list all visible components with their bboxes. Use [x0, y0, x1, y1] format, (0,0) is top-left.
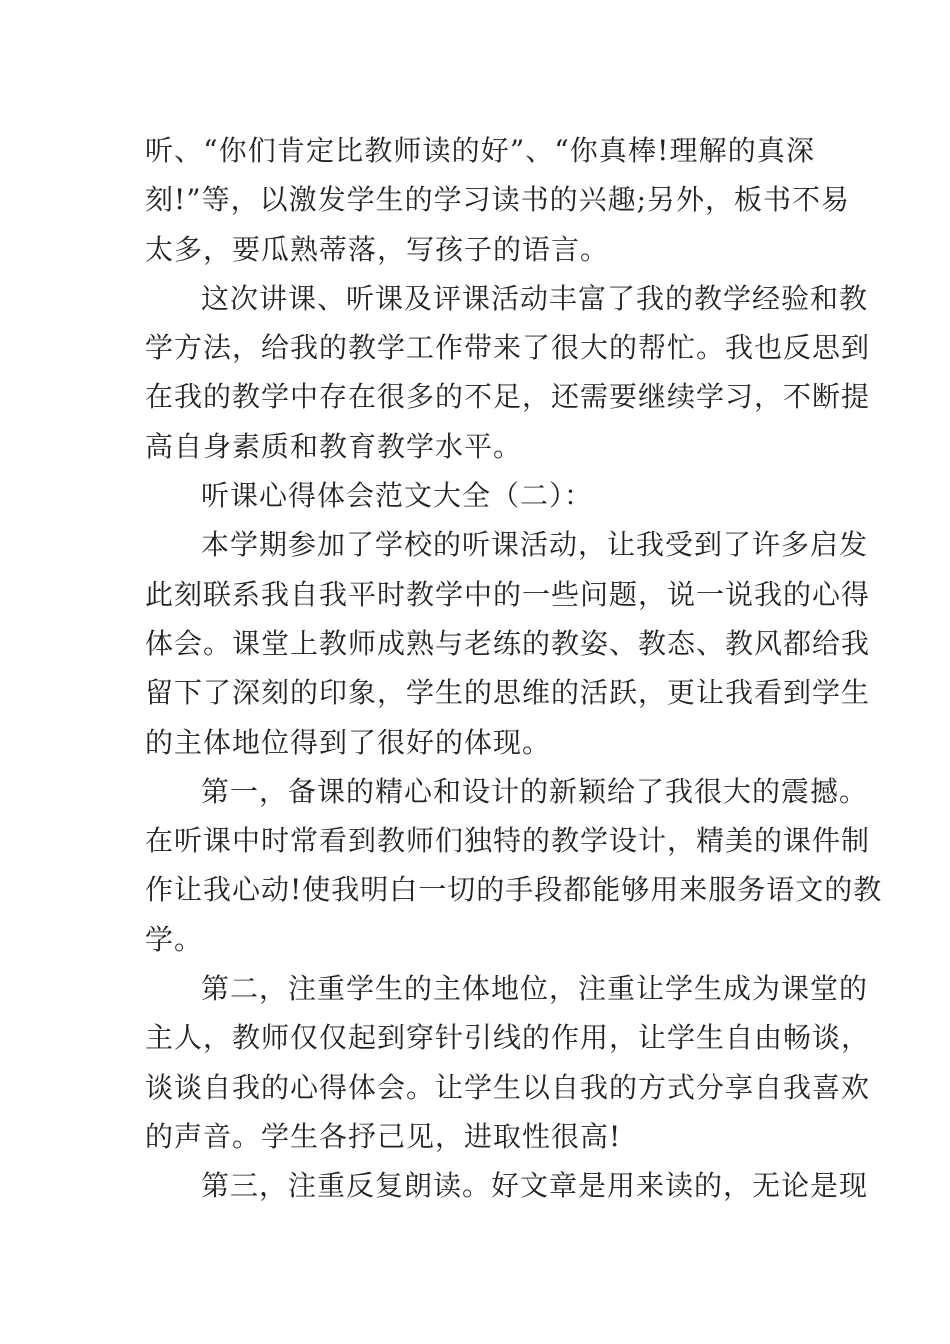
text-line: 本学期参加了学校的听课活动，让我受到了许多启发: [201, 528, 869, 562]
text-line: 学。: [145, 922, 204, 956]
text-line: 在听课中时常看到教师们独特的教学设计，精美的课件制: [145, 824, 871, 858]
text-line: 听、“你们肯定比教师读的好”、“你真棒!理解的真深: [145, 134, 815, 167]
text-line: 高自身素质和教育教学水平。: [145, 429, 523, 463]
text-line: 在我的教学中存在很多的不足，还需要继续学习，不断提: [145, 380, 871, 414]
text-line: 听课心得体会范文大全（二）：: [201, 479, 594, 513]
text-line: 太多，要瓜熟蒂落，写孩子的语言。: [145, 232, 610, 266]
text-line: 学方法，给我的教学工作带来了很大的帮忙。我也反思到: [145, 331, 871, 365]
text-line: 的主体地位得到了很好的体现。: [145, 725, 552, 759]
document-body: [145, 126, 883, 1211]
text-line: 第三，注重反复朗读。好文章是用来读的，无论是现: [201, 1169, 869, 1203]
text-line: 第二，注重学生的主体地位，注重让学生成为课堂的: [201, 972, 869, 1006]
text-line: 留下了深刻的印象，学生的思维的活跃，更让我看到学生: [145, 676, 871, 710]
text-line: 主人，教师仅仅起到穿针引线的作用，让学生自由畅谈，: [145, 1021, 871, 1055]
text-line: 作让我心动!使我明白一切的手段都能够用来服务语文的教: [145, 873, 883, 907]
text-line: 的声音。学生各抒己见，进取性很高!: [145, 1119, 622, 1153]
text-line: 刻!”等，以激发学生的学习读书的兴趣;另外，板书不易: [145, 183, 851, 217]
text-line: 第一，备课的精心和设计的新颖给了我很大的震撼。: [201, 774, 869, 808]
text-line: 这次讲课、听课及评课活动丰富了我的教学经验和教: [201, 281, 869, 315]
text-line: 此刻联系我自我平时教学中的一些问题，说一说我的心得: [145, 577, 871, 611]
text-line: 谈谈自我的心得体会。让学生以自我的方式分享自我喜欢: [145, 1070, 871, 1104]
text-line: 体会。课堂上教师成熟与老练的教姿、教态、教风都给我: [145, 626, 871, 660]
